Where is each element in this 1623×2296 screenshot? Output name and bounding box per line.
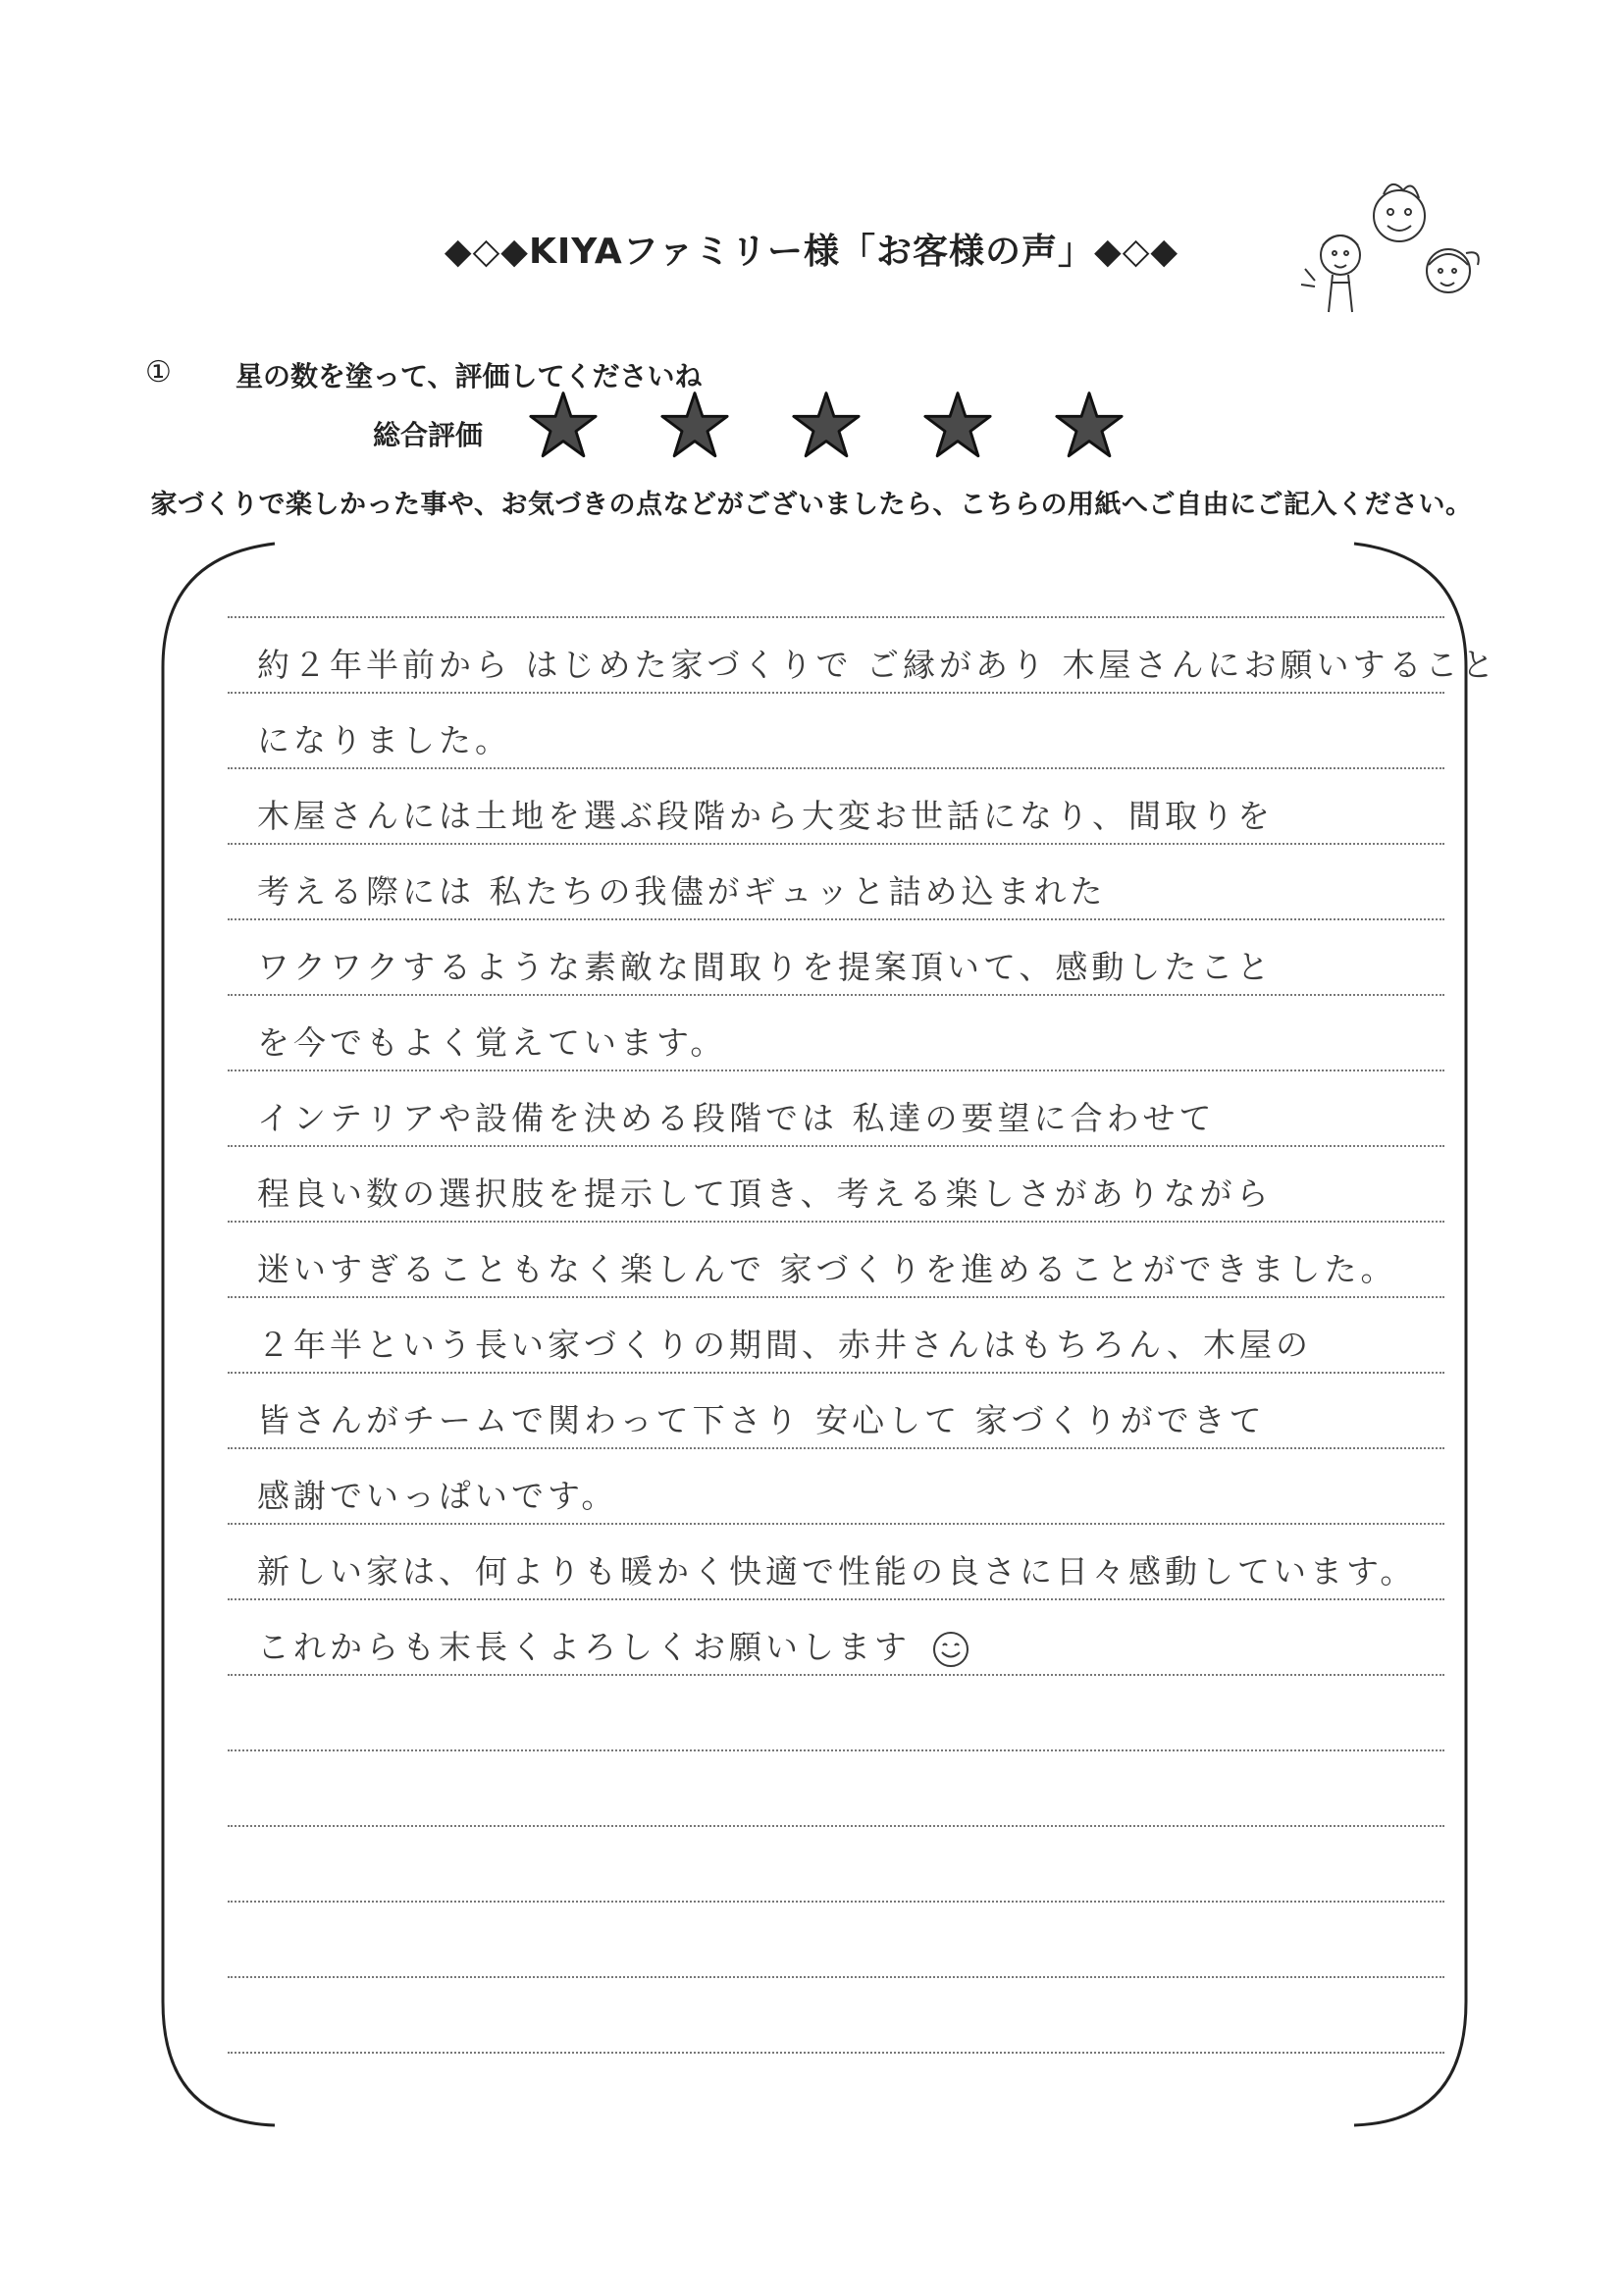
ruled-line (228, 616, 1444, 618)
ruled-line (228, 1674, 1444, 1676)
comment-line: 約２年半前から はじめた家づくりで ご縁があり 木屋さんにお願いすること (257, 646, 1498, 684)
ruled-line (228, 1523, 1444, 1525)
star-rating (528, 391, 1156, 459)
ruled-line (228, 1070, 1444, 1071)
star-icon (1054, 391, 1125, 459)
ruled-line (228, 1901, 1444, 1903)
comment-line: を今でもよく覚えています。 (257, 1023, 727, 1062)
comment-line: ワクワクするような素敵な間取りを提案頂いて、感動したこと (257, 948, 1274, 986)
question-text: 星の数を塗って、評価してくださいね (236, 360, 703, 392)
star-icon (659, 391, 730, 459)
ruled-line (228, 1825, 1444, 1827)
comment-line: 木屋さんには土地を選ぶ段階から大変お世話になり、間取りを (257, 797, 1274, 835)
ruled-line (228, 843, 1444, 845)
comment-line-text: これからも末長くよろしくお願いします (257, 1628, 911, 1666)
ruled-line (228, 1372, 1444, 1374)
comment-line: 新しい家は、何よりも暖かく快適で性能の良さに日々感動しています。 (257, 1552, 1417, 1591)
comment-line: 皆さんがチームで関わって下さり 安心して 家づくりができて (257, 1401, 1266, 1439)
survey-title: ◆◇◆KIYAファミリー様「お客様の声」◆◇◆ (444, 232, 1179, 272)
ruled-line (228, 1221, 1444, 1223)
comment-line: 程良い数の選択肢を提示して頂き、考える楽しさがありながら (257, 1174, 1273, 1213)
children-drawing (1293, 175, 1490, 322)
comment-line: ２年半という長い家づくりの期間、赤井さんはもちろん、木屋の (257, 1326, 1312, 1364)
ruled-line (228, 692, 1444, 694)
ruled-line (228, 2052, 1444, 2054)
ruled-line (228, 994, 1444, 996)
ruled-line (228, 1749, 1444, 1751)
comment-line: になりました。 (257, 721, 511, 759)
ruled-line (228, 1145, 1444, 1147)
overall-rating-label: 総合評価 (373, 419, 484, 451)
star-icon (528, 391, 599, 459)
star-icon (791, 391, 862, 459)
ruled-line (228, 1296, 1444, 1298)
question-number: ① (145, 355, 172, 390)
comment-line: 感謝でいっぱいです。 (257, 1477, 618, 1515)
comment-line: 迷いすぎることもなく楽しんで 家づくりを進めることができました。 (257, 1250, 1397, 1288)
ruled-line (228, 1447, 1444, 1449)
smiley-icon (931, 1630, 970, 1669)
ruled-line (228, 1598, 1444, 1600)
comment-line: インテリアや設備を決める段階では 私達の要望に合わせて (257, 1099, 1216, 1137)
comment-line: 考える際には 私たちの我儘がギュッと詰め込まれた (257, 872, 1107, 911)
comment-line-last (257, 1622, 970, 1669)
ruled-line (228, 1976, 1444, 1978)
ruled-line (228, 767, 1444, 769)
comment-instruction: 家づくりで楽しかった事や、お気づきの点などがございましたら、こちらの用紙へご自由にご記入ください。 (150, 490, 1473, 520)
star-icon (922, 391, 993, 459)
ruled-line (228, 918, 1444, 920)
